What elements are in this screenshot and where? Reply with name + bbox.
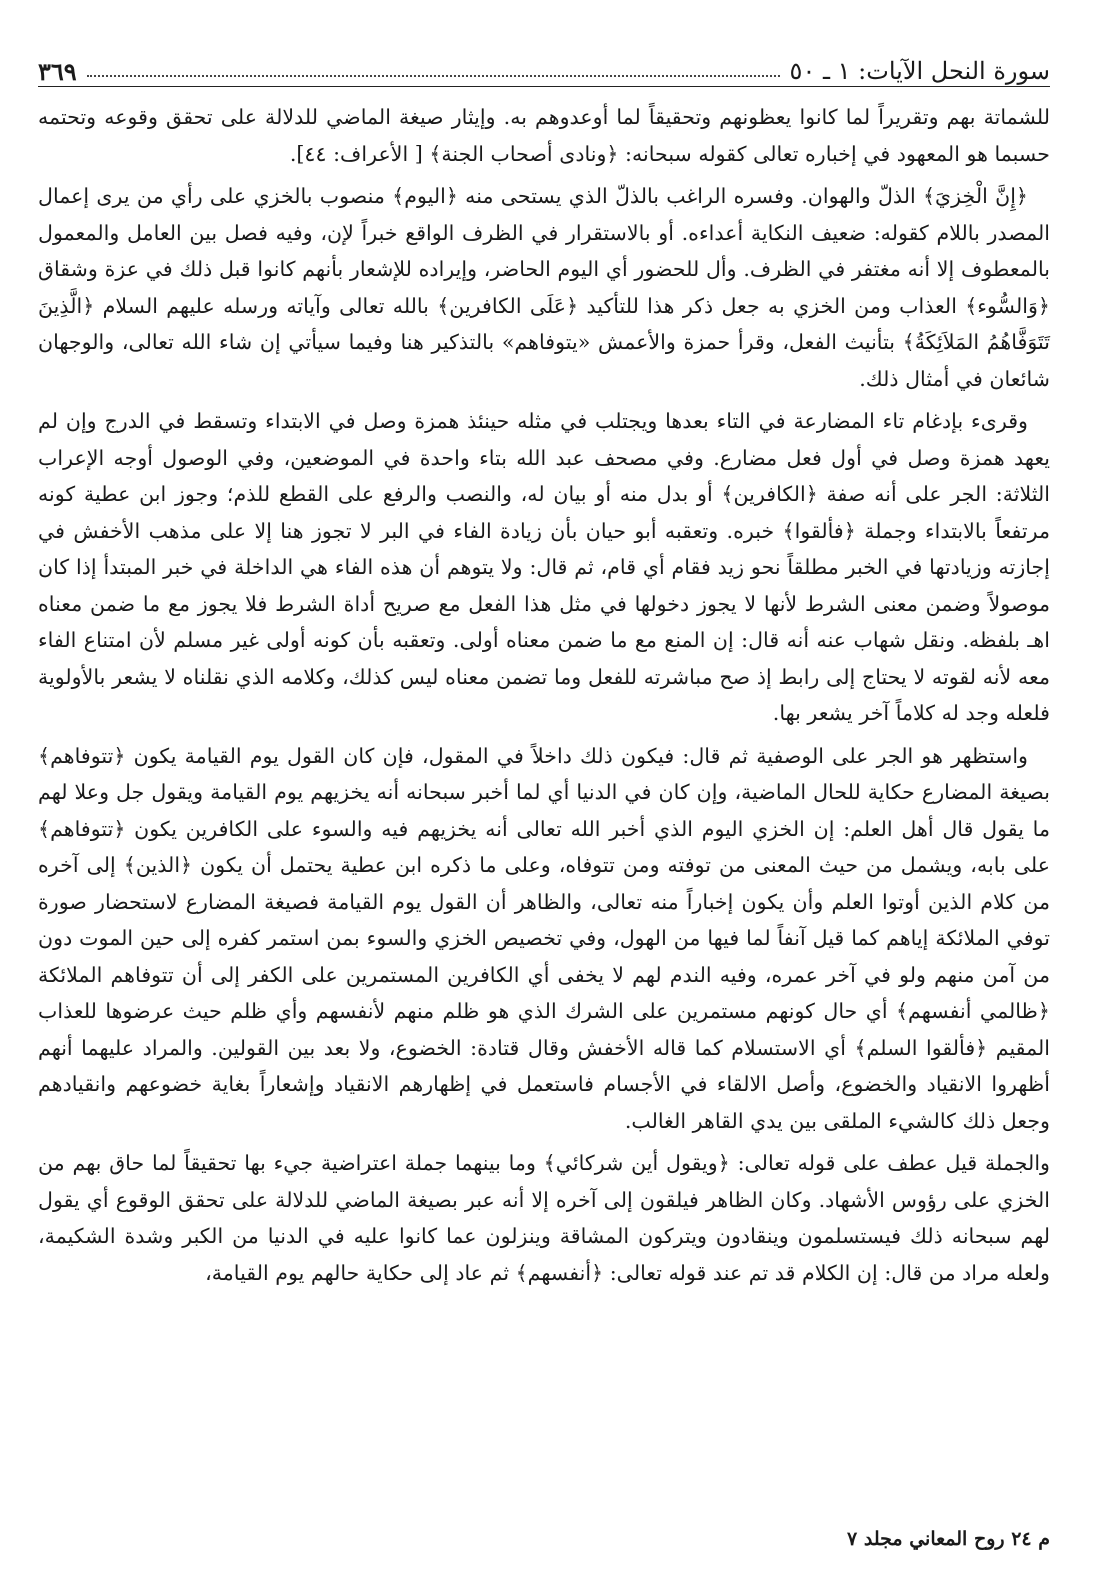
dot-leader xyxy=(87,75,780,77)
footer-signature: م ٢٤ روح المعاني مجلد ٧ xyxy=(847,1528,1050,1550)
document-page xyxy=(38,40,1050,1550)
chapter-title: سورة النحل الآيات: ١ ـ ٥٠ xyxy=(789,57,1050,86)
paragraph-5: والجملة قيل عطف على قوله تعالى: ﴿ويقول أين شركائي﴾ وما بينهما جملة اعتراضية جيء بها تحقيقاً لما حاق بهم من الخزي على رؤوس الأشهاد. وكان الظاهر فيلقون إلى آخره إلا أنه عبر بصيغة الماضي للدلالة على تحقق الوقوع أي يقول لهم سبحانه ذلك فيستسلمون وينقادون ويتركون المشاقة وينزلون عما كانوا عليه في الدنيا من الكبر وشدة الشكيمة، ولعله مراد من قال: إن الكلام قد تم عند قوله تعالى: ﴿أنفسهم﴾ ثم عاد إلى حكاية حالهم يوم القيامة، xyxy=(38,1151,1050,1285)
body-text xyxy=(38,99,1050,1291)
paragraph-3: وقرىء بإدغام تاء المضارعة في التاء بعدها ويجتلب في مثله حينئذ همزة وصل في الابتداء وتسقط في الدرج وإن لم يعهد همزة وصل في أول فعل مضارع. وفي مصحف عبد الله بتاء واحدة في الموضعين، وفي الوصول أوجه الإعراب الثلاثة: الجر على أنه صفة ﴿الكافرين﴾ أو بدل منه أو بيان له، والنصب والرفع على القطع للذم؛ وجوز ابن عطية كونه مرتفعاً بالابتداء وجملة ﴿فألقوا﴾ خبره. وتعقبه أبو حيان بأن زيادة الفاء في البر لا تجوز هنا إلا على مذهب الأخفش في إجازته وزيادتها في الخبر مطلقاً نحو زيد فقام أي قام، ثم قال: ولا يتوهم أن هذه الفاء هي الداخلة في خبر المبتدأ إذا كان موصولاً وضمن معنى الشرط لأنها لا يجوز دخولها في مثل هذا الفعل مع صريح أداة الشرط فلا يجوز مع ما ضمن معناه اهـ بلفظه. ونقل شهاب عنه أنه قال: إن المنع مع ما ضمن معناه أولى. وتعقبه بأن كونه أولى غير مسلم لأن امتناع الفاء معه لأنه لقوته لا يحتاج إلى رابط إذ صح مباشرته للفعل وما تضمن معناه ليس كذلك، وكلامه الذي نقلناه لا يشعر بالأولوية فلعله وجد له كلاماً آخر يشعر بها. xyxy=(38,409,1050,725)
paragraph-4: واستظهر هو الجر على الوصفية ثم قال: فيكون ذلك داخلاً في المقول، فإن كان القول يوم القيامة يكون ﴿تتوفاهم﴾ بصيغة المضارع حكاية للحال الماضية، وإن كان في الدنيا أي لما أخبر سبحانه أنه يخزيهم يوم القيامة ويقول جل وعلا لهم ما يقول قال أهل العلم: إن الخزي اليوم الذي أخبر الله تعالى أنه يخزيهم فيه والسوء على الكافرين يكون ﴿تتوفاهم﴾ على بابه، ويشمل من حيث المعنى من توفته ومن تتوفاه، وعلى ما ذكره ابن عطية يحتمل أن يكون ﴿الذين﴾ إلى آخره من كلام الذين أوتوا العلم وأن يكون إخباراً منه تعالى، والظاهر أن القول يوم القيامة فصيغة المضارع لاستحضار صورة توفي الملائكة إياهم كما قيل آنفاً لما فيها من الهول، وفي تخصيص الخزي والسوء بمن استمر كفره إلى حين الموت دون من آمن منهم ولو في آخر عمره، وفيه الندم لهم لا يخفى أي الكافرين المستمرين على الكفر إلى أن تتوفاهم الملائكة ﴿ظالمي أنفسهم﴾ أي حال كونهم مستمرين على الشرك الذي هو ظلم منهم لأنفسهم وأي ظلم حيث عرضوها للعذاب المقيم ﴿فألقوا السلم﴾ أي الاستسلام كما قاله الأخفش وقال قتادة: الخضوع، ولا بعد بين القولين. والمراد عليهما أنهم أظهروا الانقياد والخضوع، وأصل الالقاء في الأجسام فاستعمل في إظهارهم الانقياد وإشعاراً بغاية خضوعهم وانقيادهم وجعل ذلك كالشيء الملقى بين يدي القاهر الغالب. xyxy=(38,743,1050,1133)
paragraph-1: للشماتة بهم وتقريراً لما كانوا يعظونهم وتحقيقاً لما أوعدوهم به. وإيثار صيغة الماضي للدلالة على تحقق وقوعه وتحتمه حسبما هو المعهود في إخباره تعالى كقوله سبحانه: ﴿ونادى أصحاب الجنة﴾ [ الأعراف: ٤٤]. xyxy=(38,105,1050,166)
page-number: ٣٦٩ xyxy=(38,57,77,87)
running-header xyxy=(38,40,1050,87)
paragraph-2: ﴿إِنَّ الْخِزيَ﴾ الذلّ والهوان. وفسره الراغب بالذلّ الذي يستحى منه ﴿اليوم﴾ منصوب بالخزي على رأي من يرى إعمال المصدر باللام كقوله: ضعيف النكاية أعداءه. أو بالاستقرار في الظرف الواقع خبراً لإن، وفيه فصل بين العامل والمعمول بالمعطوف إلا أنه مغتفر في الظرف. وأل للحضور أي اليوم الحاضر، وإيراده للإشعار بأنهم كانوا قبل ذلك في عزة وشقاق ﴿وَالسُّوء﴾ العذاب ومن الخزي به جعل ذكر هذا للتأكيد ﴿عَلَى الكافرين﴾ بالله تعالى وآياته ورسله عليهم السلام ﴿الَّذِينَ تَتَوَفَّاهُمُ المَلاَئِكَةُ﴾ بتأنيث الفعل، وقرأ حمزة والأعمش «يتوفاهم» بالتذكير هنا وفيما سيأتي إن شاء الله تعالى، والوجهان شائعان في أمثال ذلك. xyxy=(38,184,1050,391)
